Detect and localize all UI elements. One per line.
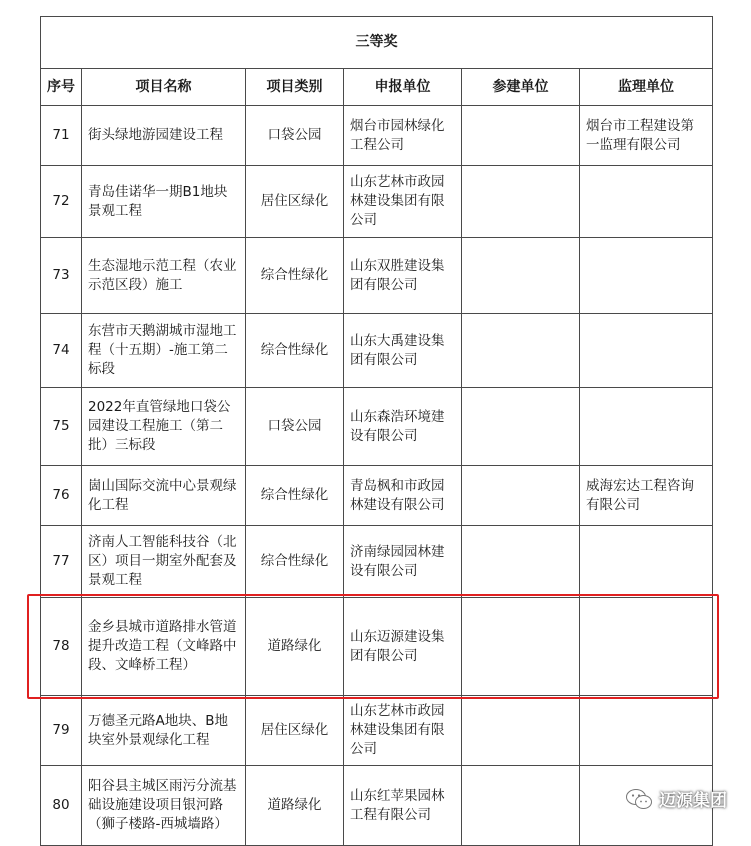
table-row: [41, 388, 713, 466]
cell-supervisor: 威海宏达工程咨询有限公司: [580, 466, 713, 526]
cell-category: 口袋公园: [246, 388, 344, 466]
cell-participant: [462, 598, 580, 696]
cell-applicant: 济南绿园园林建设有限公司: [344, 526, 462, 598]
cell-name: 济南人工智能科技谷（北区）项目一期室外配套及景观工程: [82, 526, 246, 598]
table-row: [41, 466, 713, 526]
col-applicant-header: 申报单位: [344, 69, 462, 106]
cell-category: 综合性绿化: [246, 314, 344, 388]
cell-applicant: 山东红苹果园林工程有限公司: [344, 766, 462, 846]
cell-supervisor: [580, 696, 713, 766]
col-category-header: 项目类别: [246, 69, 344, 106]
cell-category: 口袋公园: [246, 106, 344, 166]
cell-participant: [462, 696, 580, 766]
cell-category: 居住区绿化: [246, 696, 344, 766]
cell-seq: 74: [41, 314, 82, 388]
col-participant-header: 参建单位: [462, 69, 580, 106]
table-row: [41, 314, 713, 388]
cell-participant: [462, 314, 580, 388]
cell-supervisor: [580, 388, 713, 466]
cell-name: 生态湿地示范工程（农业示范区段）施工: [82, 238, 246, 314]
cell-applicant: 青岛枫和市政园林建设有限公司: [344, 466, 462, 526]
cell-supervisor: [580, 166, 713, 238]
table-title: 三等奖: [41, 17, 713, 69]
cell-supervisor: [580, 314, 713, 388]
cell-seq: 75: [41, 388, 82, 466]
col-name-header: 项目名称: [82, 69, 246, 106]
cell-applicant: 山东双胜建设集团有限公司: [344, 238, 462, 314]
cell-seq: 80: [41, 766, 82, 846]
awards-table: [40, 16, 713, 846]
cell-participant: [462, 238, 580, 314]
table-row: [41, 526, 713, 598]
cell-participant: [462, 106, 580, 166]
cell-applicant: 山东大禹建设集团有限公司: [344, 314, 462, 388]
table-row: [41, 106, 713, 166]
wechat-icon: [625, 788, 653, 810]
cell-category: 道路绿化: [246, 598, 344, 696]
cell-participant: [462, 766, 580, 846]
cell-supervisor: [580, 238, 713, 314]
col-seq-header: 序号: [41, 69, 82, 106]
cell-applicant: 烟台市园林绿化工程公司: [344, 106, 462, 166]
cell-supervisor: 烟台市工程建设第一监理有限公司: [580, 106, 713, 166]
cell-seq: 77: [41, 526, 82, 598]
watermark: [625, 786, 727, 811]
cell-seq: 73: [41, 238, 82, 314]
cell-participant: [462, 466, 580, 526]
table-row: [41, 696, 713, 766]
col-supervisor-header: 监理单位: [580, 69, 713, 106]
cell-category: 道路绿化: [246, 766, 344, 846]
cell-name: 金乡县城市道路排水管道提升改造工程（文峰路中段、文峰桥工程）: [82, 598, 246, 696]
cell-participant: [462, 166, 580, 238]
cell-participant: [462, 388, 580, 466]
cell-name: 崮山国际交流中心景观绿化工程: [82, 466, 246, 526]
table-row: [41, 166, 713, 238]
cell-category: 综合性绿化: [246, 466, 344, 526]
cell-seq: 71: [41, 106, 82, 166]
cell-supervisor: [580, 526, 713, 598]
cell-applicant: 山东森浩环境建设有限公司: [344, 388, 462, 466]
table-row: [41, 238, 713, 314]
cell-participant: [462, 526, 580, 598]
header-row: [41, 69, 713, 106]
cell-name: 街头绿地游园建设工程: [82, 106, 246, 166]
cell-supervisor: [580, 598, 713, 696]
cell-category: 居住区绿化: [246, 166, 344, 238]
cell-seq: 79: [41, 696, 82, 766]
cell-category: 综合性绿化: [246, 526, 344, 598]
cell-name: 东营市天鹅湖城市湿地工程（十五期）-施工第二标段: [82, 314, 246, 388]
cell-applicant: 山东艺林市政园林建设集团有限公司: [344, 166, 462, 238]
cell-applicant: 山东艺林市政园林建设集团有限公司: [344, 696, 462, 766]
cell-name: 2022年直管绿地口袋公园建设工程施工（第二批）三标段: [82, 388, 246, 466]
cell-name: 阳谷县主城区雨污分流基础设施建设项目银河路（狮子楼路-西城墙路）: [82, 766, 246, 846]
table-row: [41, 598, 713, 696]
table-row: [41, 766, 713, 846]
cell-seq: 78: [41, 598, 82, 696]
watermark-text: 迈源集团: [659, 791, 727, 811]
cell-seq: 72: [41, 166, 82, 238]
cell-applicant: 山东迈源建设集团有限公司: [344, 598, 462, 696]
cell-seq: 76: [41, 466, 82, 526]
cell-name: 万德圣元路A地块、B地块室外景观绿化工程: [82, 696, 246, 766]
cell-category: 综合性绿化: [246, 238, 344, 314]
cell-name: 青岛佳诺华一期B1地块景观工程: [82, 166, 246, 238]
